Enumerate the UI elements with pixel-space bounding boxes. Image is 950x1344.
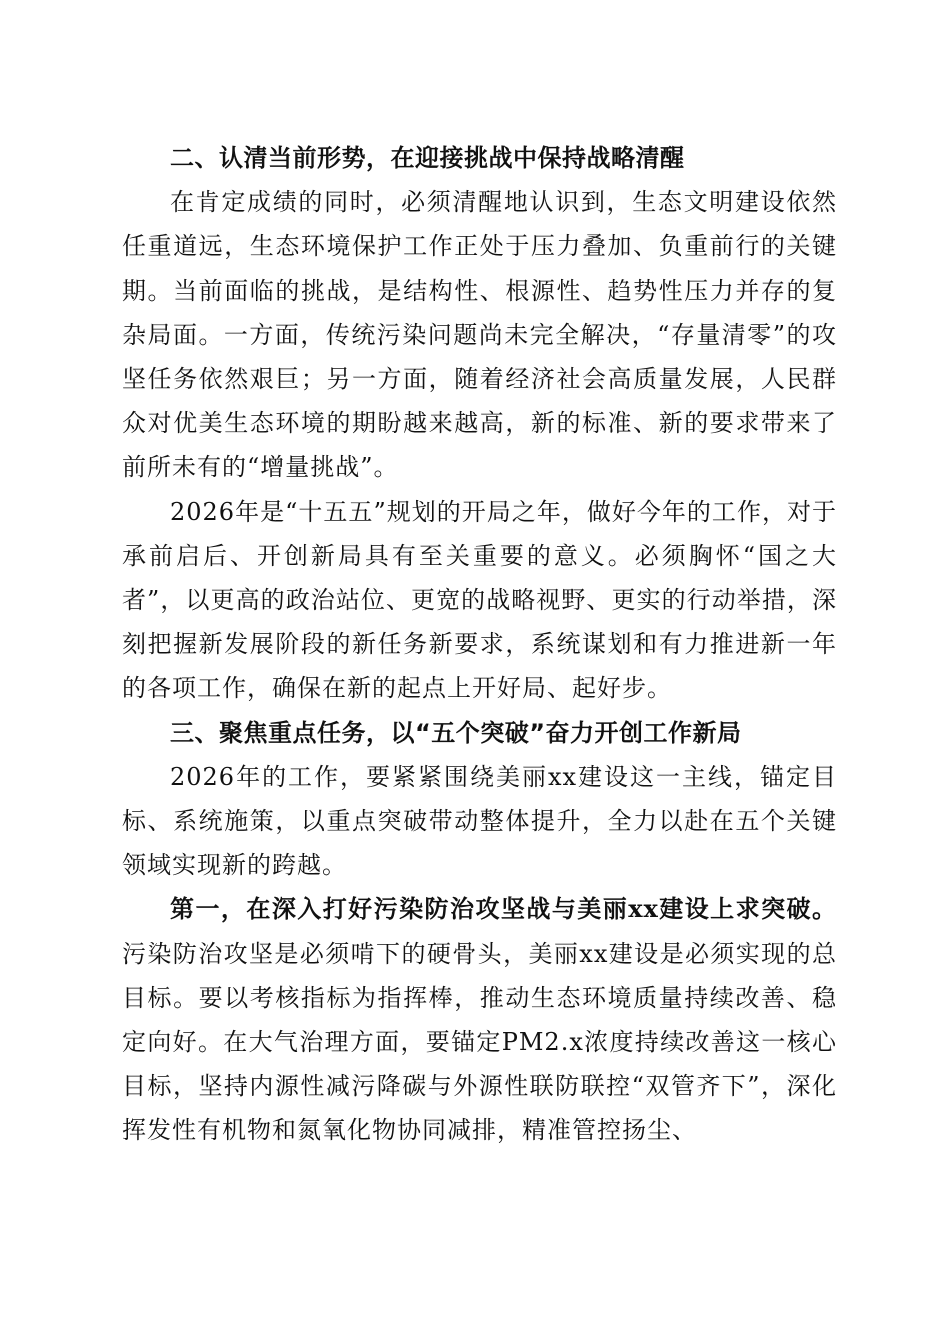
paragraph [122,887,837,1152]
paragraph-lead-sentence: 第一，在深入打好污染防治攻坚战与美丽xx建设上求突破。 [170,894,837,924]
section-heading-2: 二、认清当前形势，在迎接挑战中保持战略清醒 [170,144,685,172]
paragraph-body: 污染防治攻坚是必须啃下的硬骨头，美丽xx建设是必须实现的总目标。要以考核指标为指挥棒，推动生态环境质量持续改善、稳定向好。在大气治理方面，要锚定PM2.x浓度持续改善这一核心目标，坚持内源性减污降碳与外源性联防联控“双管齐下”，深化挥发性有机物和氮氧化物协同减排，精准管控扬尘、 [122,939,837,1145]
paragraph: 2026年是“十五五”规划的开局之年，做好今年的工作，对于承前启后、开创新局具有至关重要的意义。必须胸怀“国之大者”，以更高的政治站位、更宽的战略视野、更实的行动举措，深刻把握新发展阶段的新任务新要求，系统谋划和有力推进新一年的各项工作，确保在新的起点上开好局、起好步。 [122,497,837,703]
paragraph: 在肯定成绩的同时，必须清醒地认识到，生态文明建设依然任重道远，生态环境保护工作正处于压力叠加、负重前行的关键期。当前面临的挑战，是结构性、根源性、趋势性压力并存的复杂局面。一方面，传统污染问题尚未完全解决，“存量清零”的攻坚任务依然艰巨；另一方面，随着经济社会高质量发展，人民群众对优美生态环境的期盼越来越高，新的标准、新的要求带来了前所未有的“增量挑战”。 [122,188,837,482]
document-body [122,136,837,1153]
section-heading-3: 三、聚焦重点任务，以“五个突破”奋力开创工作新局 [170,718,742,747]
paragraph: 2026年的工作，要紧紧围绕美丽xx建设这一主线，锚定目标、系统施策，以重点突破带动整体提升，全力以赴在五个关键领域实现新的跨越。 [122,762,837,880]
